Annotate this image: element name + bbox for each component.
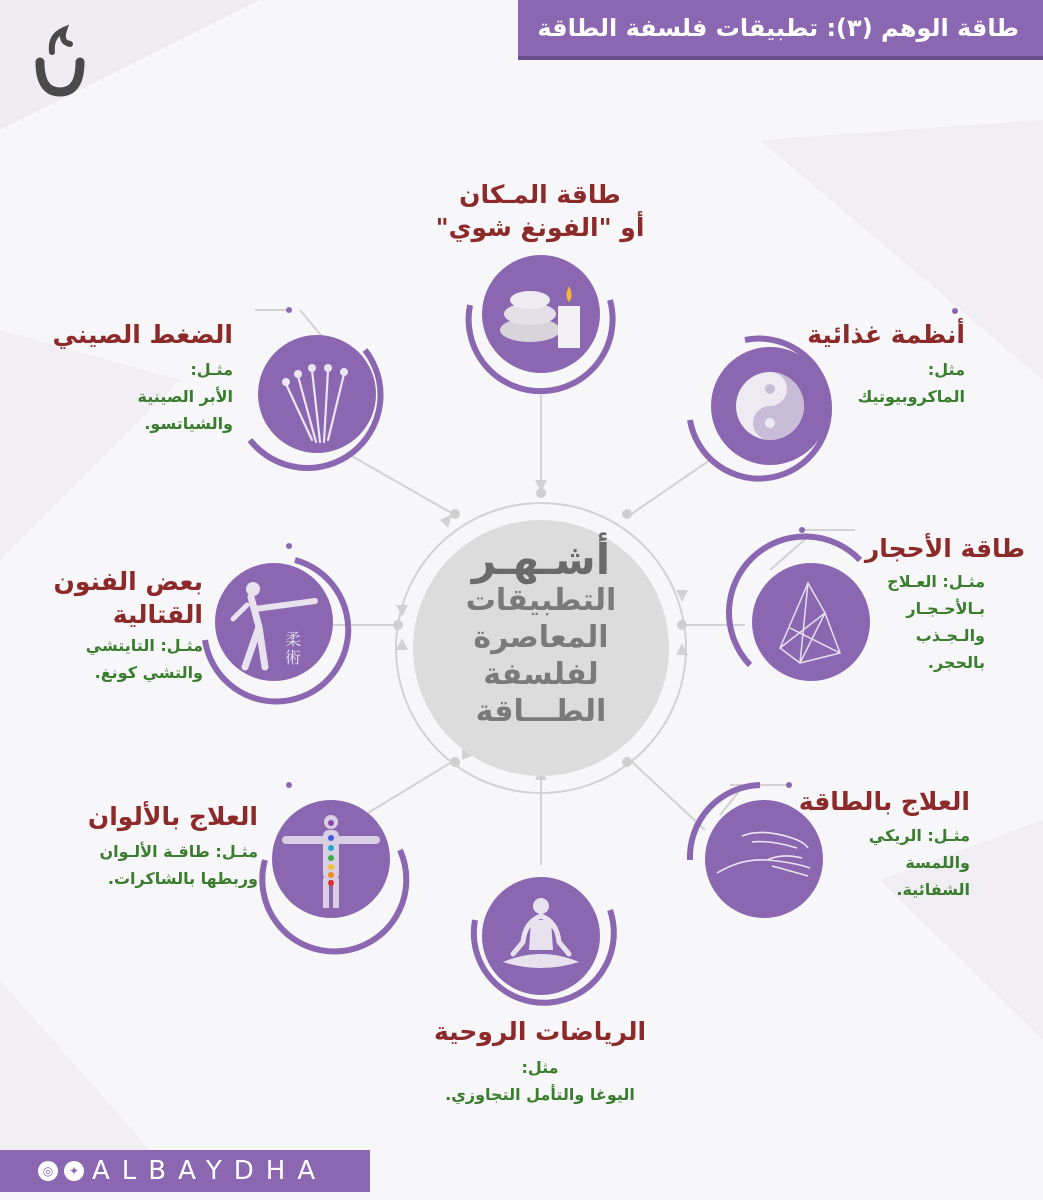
instagram-icon[interactable]: ◎ <box>38 1161 58 1181</box>
martial-arts-icon <box>225 575 323 673</box>
svg-text:術: 術 <box>285 648 302 667</box>
node-stones-title: طاقة الأحجار <box>864 534 1025 563</box>
footer-bar <box>0 1150 370 1192</box>
node-diet-title: أنظمة غذائية <box>807 320 965 349</box>
node-fengshui-title: طاقة المـكان أو "الفونغ شوي" <box>435 180 645 242</box>
node-diet-desc: مثل: الماكروبيوتيك <box>857 360 965 406</box>
header-title: طاقة الوهم (٣): تطبيقات فلسفة الطاقة <box>537 14 1019 42</box>
node-color-therapy-desc: مثـل: طاقـة الألـوان وربطها بالشاكرات. <box>99 842 258 888</box>
meditation-icon <box>495 890 587 982</box>
node-spiritual-sports-title: الرياضات الروحية <box>433 1017 647 1046</box>
node-martial-arts-title: بعض الفنون القتالية <box>53 567 203 629</box>
social-icons <box>38 1161 84 1181</box>
healing-hands-icon <box>712 818 816 898</box>
footer-brand: ALBAYDHA <box>92 1156 328 1186</box>
node-energy-healing-desc: مثـل: الريكي واللمسة الشفائية. <box>868 826 970 899</box>
node-stones-desc: مثـل: العـلاج بـالأحـجـار والـجـذب بالحجر. <box>887 572 985 672</box>
center-title: أشـهـر التطبيقات المعاصرة لفلسفة الطـــاقة <box>465 535 617 729</box>
node-martial-arts-desc: مثـل: التايتشي والتشي كونغ. <box>85 636 203 682</box>
node-color-therapy-title: العلاج بالألوان <box>87 802 258 831</box>
node-spiritual-sports-desc: مثل: اليوغا والتأمل التجاوزي. <box>445 1058 635 1104</box>
crystal-icon <box>770 578 850 668</box>
svg-text:柔: 柔 <box>285 630 302 649</box>
node-energy-healing-title: العلاج بالطاقة <box>798 787 970 816</box>
chakra-body-icon <box>278 812 384 912</box>
node-chinese-pressure-title: الضغط الصيني <box>52 320 233 349</box>
stones-candle-icon <box>492 272 592 352</box>
acupuncture-needles-icon <box>272 352 364 444</box>
node-chinese-pressure-desc: مثـل: الأبر الصينية والشياتسو. <box>137 360 233 433</box>
twitter-icon[interactable]: ✦ <box>64 1161 84 1181</box>
